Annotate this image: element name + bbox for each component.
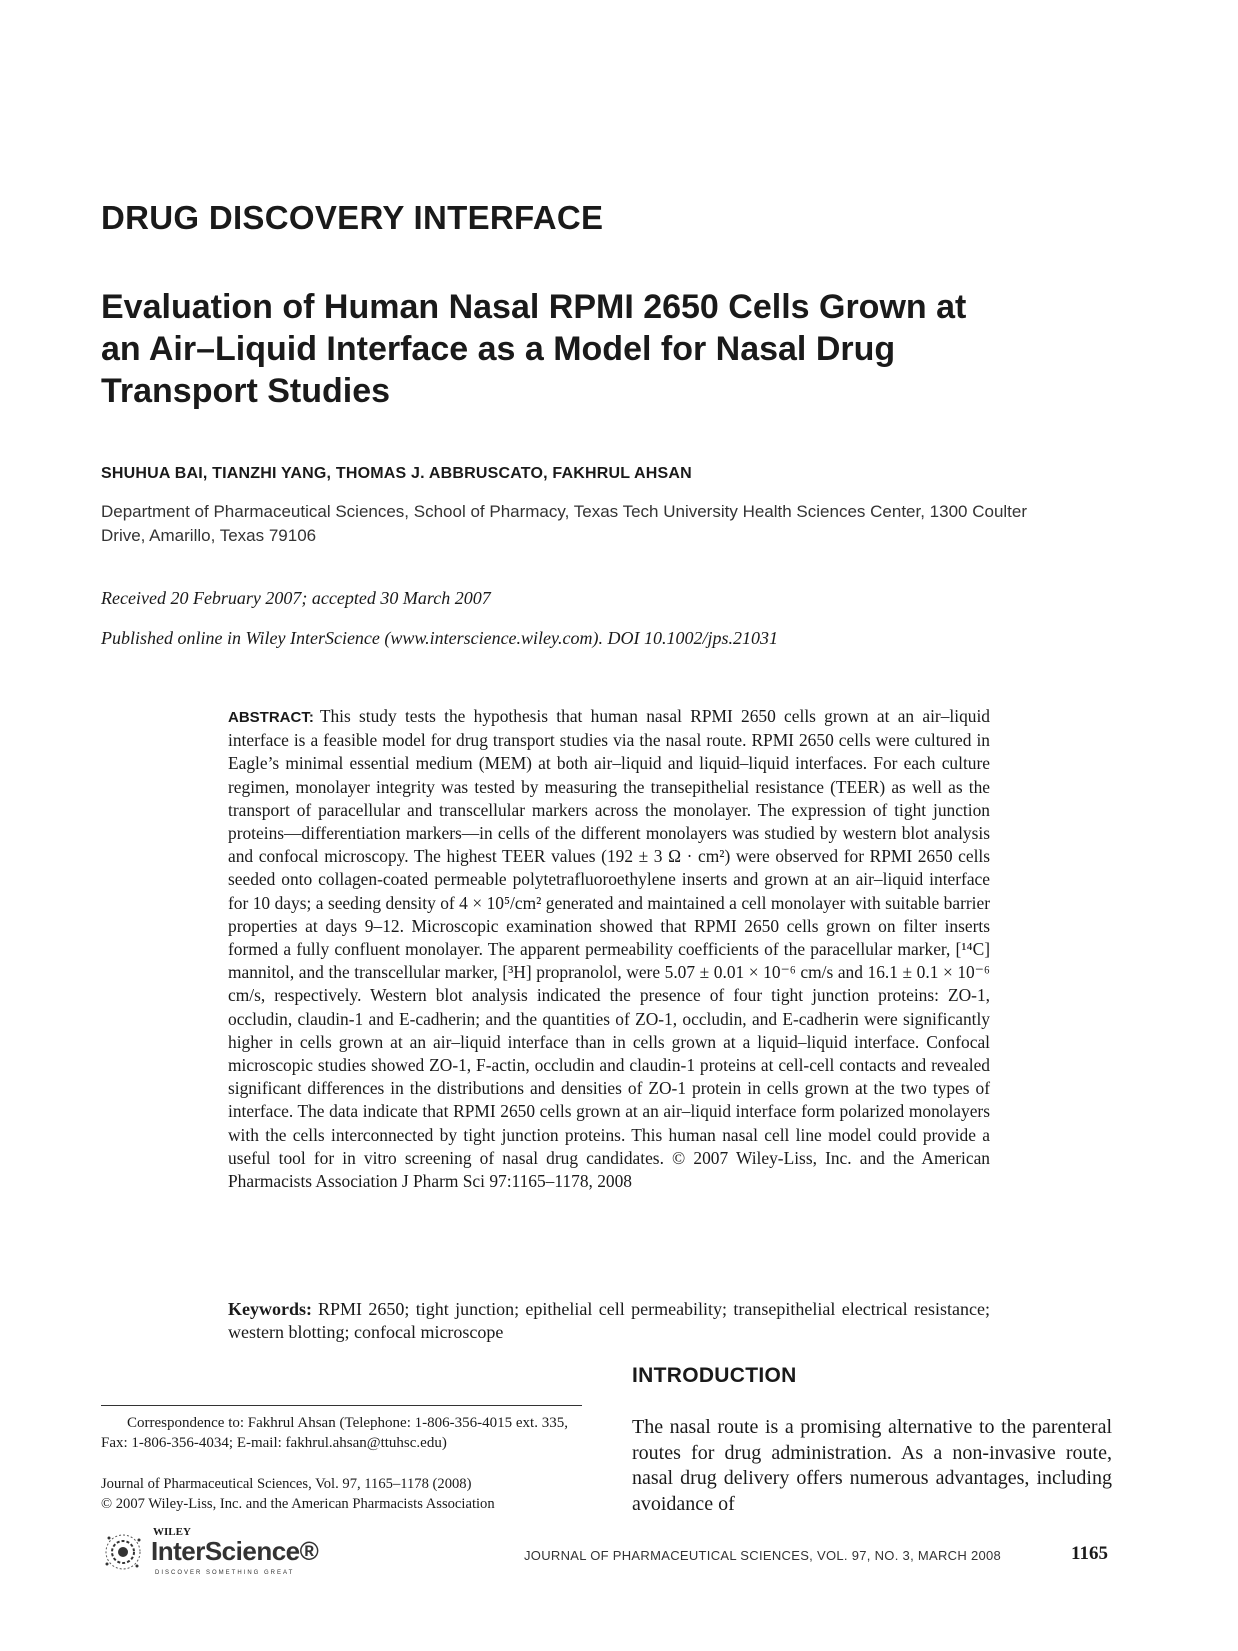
- copyright-notice: © 2007 Wiley-Liss, Inc. and the American Pharmacists Association: [101, 1496, 495, 1512]
- introduction-text: The nasal route is a promising alternative to the parenteral routes for drug administration. As a non-invasive route, nasal drug delivery offers numerous advantages, including avoidance of: [632, 1416, 1112, 1515]
- introduction-heading: INTRODUCTION: [632, 1364, 797, 1387]
- publisher-name: WILEY: [153, 1526, 191, 1538]
- abstract-label: ABSTRACT:: [228, 709, 314, 726]
- keywords-text: RPMI 2650; tight junction; epithelial cell permeability; transepithelial electrical resistance; western blotting; confocal microscope: [228, 1299, 990, 1342]
- abstract-text: This study tests the hypothesis that human nasal RPMI 2650 cells grown at an air–liquid interface is a feasible model for drug transport studies via the nasal route. RPMI 2650 cells were cultured in Eagle’s minimal essential medium (MEM) at both air–liquid and liquid–liquid interfaces. For each culture regimen, monolayer integrity was tested by measuring the transepithelial resistance (TEER) as well as the transport of paracellular and transcellular markers across the monolayer. The expression of tight junction proteins—differentiation markers—in cells of the different monolayers was studied by western blot analysis and confocal microscopy. The highest TEER values (192 ± 3 Ω · cm²) were observed for RPMI 2650 cells seeded onto collagen-coated permeable polytetrafluoroethylene inserts and grown at an air–liquid interface for 10 days; a seeding density of 4 × 10⁵/cm² generated and maintained a cell monolayer with suitable barrier properties at days 9–12. Microscopic examination showed that RPMI 2650 cells grown on filter inserts formed a fully confluent monolayer. The apparent permeability coefficients of the paracellular marker, [¹⁴C] mannitol, and the transcellular marker, [³H] propranolol, were 5.07 ± 0.01 × 10⁻⁶ cm/s and 16.1 ± 0.1 × 10⁻⁶ cm/s, respectively. Western blot analysis indicated the presence of four tight junction proteins: ZO-1, occludin, claudin-1 and E-cadherin; and the quantities of ZO-1, occludin, and E-cadherin were significantly higher in cells grown at an air–liquid interface than in cells grown at a liquid–liquid interface. Confocal microscopic studies showed ZO-1, F-actin, occludin and claudin-1 proteins at cell-cell contacts and revealed significant differences in the distributions and densities of ZO-1 protein in cells grown at the two types of interface. The data indicate that RPMI 2650 cells grown at an air–liquid interface form polarized monolayers with the cells interconnected by tight junction proteins. This human nasal cell line model could provide a useful tool for in vitro screening of nasal drug candidates. © 2007 Wiley-Liss, Inc. and the American Pharmacists Association J Pharm Sci 97:1165–1178, 2008: [228, 706, 990, 1192]
- author-list: SHUHUA BAI, TIANZHI YANG, THOMAS J. ABBRUSCATO, FAKHRUL AHSAN: [101, 465, 692, 482]
- correspondence-text: Correspondence to: Fakhrul Ahsan (Telephone: 1-806-356-4015 ext. 335, Fax: 1-806-356-4034; E-mail: fakhrul.ahsan@ttuhsc.edu): [101, 1415, 568, 1451]
- abstract: [228, 705, 990, 1193]
- footnote-divider: [101, 1405, 582, 1406]
- wiley-interscience-logo: [101, 1526, 341, 1582]
- brand-tagline: DISCOVER SOMETHING GREAT: [155, 1570, 295, 1576]
- article-title: Evaluation of Human Nasal RPMI 2650 Cells Grown at an Air–Liquid Interface as a Model for Nasal Drug Transport Studies: [101, 288, 967, 410]
- keywords-label: Keywords:: [228, 1299, 312, 1319]
- running-footer: JOURNAL OF PHARMACEUTICAL SCIENCES, VOL. 97, NO. 3, MARCH 2008: [524, 1548, 1002, 1563]
- page-number: 1165: [1071, 1543, 1108, 1564]
- section-label: DRUG DISCOVERY INTERFACE: [101, 199, 604, 236]
- journal-citation: Journal of Pharmaceutical Sciences, Vol. 97, 1165–1178 (2008): [101, 1476, 472, 1492]
- keywords: [228, 1298, 990, 1344]
- journal-info: [101, 1474, 582, 1514]
- globe-icon: [101, 1526, 149, 1582]
- received-dates: Received 20 February 2007; accepted 30 March 2007: [101, 588, 491, 608]
- affiliation: Department of Pharmaceutical Sciences, School of Pharmacy, Texas Tech University Health Sciences Center, 1300 Coulter Drive, Amarillo, Texas 79106: [101, 502, 1028, 545]
- correspondence-footnote: [101, 1413, 582, 1453]
- brand-name: InterScience®: [151, 1536, 319, 1566]
- publication-info: Published online in Wiley InterScience (www.interscience.wiley.com). DOI 10.1002/jps.21031: [101, 628, 779, 648]
